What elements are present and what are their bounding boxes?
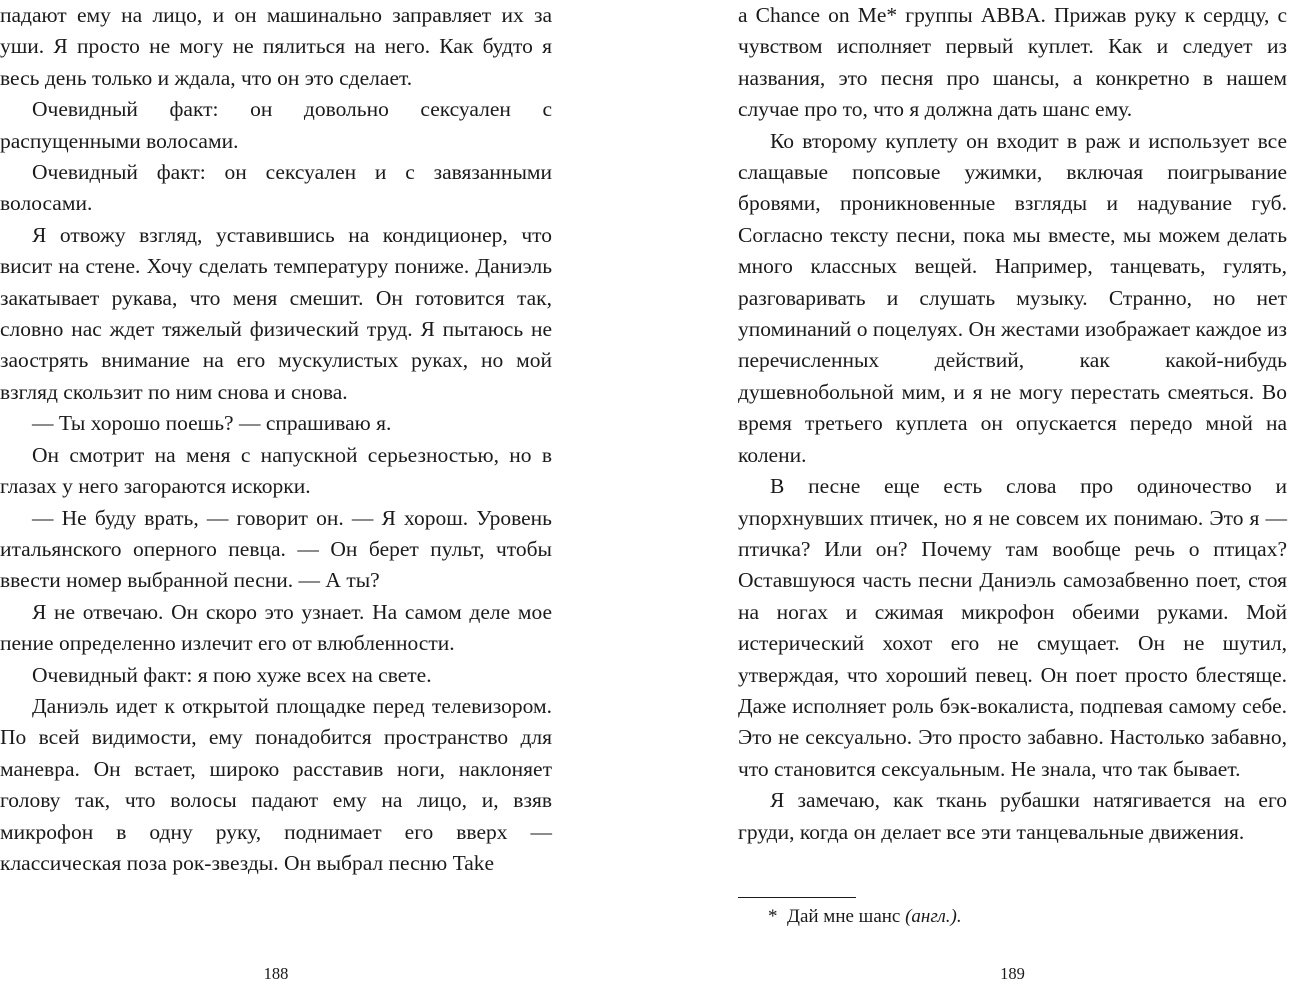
footnote [768, 904, 962, 930]
footnote-language-note: (англ.). [905, 906, 962, 927]
paragraph: — Не буду врать, — говорит он. — Я хорош. Уровень итальянского оперного певца. — Он берет пульт, чтобы ввести номер выбранной песни. — А ты? [0, 505, 552, 593]
footnote-marker: * [768, 906, 778, 927]
paragraph: Очевидный факт: я пою хуже всех на свете. [32, 662, 432, 687]
footnote-divider [738, 897, 856, 898]
paragraph: — Ты хорошо поешь? — спрашиваю я. [32, 411, 392, 436]
paragraph: Я отвожу взгляд, уставившись на кондиционер, что висит на стене. Хочу сделать температуру пониже. Даниэль закатывает рукава, что меня смешит. Он готовится так, словно нас ждет тяжелый физический труд. Я пытаюсь не заострять внимание на его мускулистых руках, но мой взгляд скользит по ним снова и снова. [0, 222, 552, 404]
paragraph: В песне еще есть слова про одиночество и упорхнувших птичек, но я не совсем их понимаю. Это я — птичка? Или он? Почему там вообще речь о птицах? Оставшуюся часть песни Даниэль самозабвенно поет, стоя на ногах и сжимая микрофон обеими руками. Мой истерический хохот его не смущает. Он не шутил, утверждая, что хороший певец. Он поет просто блестяще. Даже исполняет роль бэк-вокалиста, подпевая самому себе. Это не сексуально. Это просто забавно. Настолько забавно, что становится сексуальным. Не знала, что так бывает. [738, 474, 1287, 781]
paragraph: a Chance on Me* группы ABBA. Прижав руку к сердцу, с чувством исполняет первый куплет. Как и следует из названия, это песня про шансы, а конкретно в нашем случае про то, что я должна дать шанс ему. [738, 3, 1287, 122]
left-page [0, 0, 552, 983]
paragraph: Я замечаю, как ткань рубашки натягивается на его груди, когда он делает все эти танцевальные движения. [738, 788, 1287, 844]
paragraph: падают ему на лицо, и он машинально заправляет их за уши. Я просто не могу не пялиться на него. Как будто я весь день только и ждала, что он это сделает. [0, 3, 552, 90]
footnote-text: Дай мне шанс [787, 906, 901, 927]
paragraph: Очевидный факт: он сексуален и с завязанными волосами. [0, 160, 552, 216]
right-page [738, 0, 1287, 983]
page-number: 189 [1000, 964, 1025, 983]
paragraph: Он смотрит на меня с напускной серьезностью, но в глазах у него загораются искорки. [0, 442, 552, 499]
right-page-text [738, 0, 1287, 848]
paragraph: Ко второму куплету он входит в раж и использует все слащавые попсовые ужимки, включая поигрывание бровями, проникновенные взгляды и надувание губ. Согласно тексту песни, пока мы вместе, мы можем делать много классных вещей. Например, танцевать, гулять, разговаривать и слушать музыку. Странно, но нет упоминаний о поцелуях. Он жестами изображает каждое из перечисленных действий, как какой-нибудь душевнобольной мим, и я не могу перестать смеяться. Во время третьего куплета он опускается передо мной на колени. [738, 128, 1287, 467]
paragraph: Очевидный факт: он довольно сексуален с распущенными волосами. [0, 97, 552, 153]
left-page-text [0, 0, 552, 879]
paragraph: Я не отвечаю. Он скоро это узнает. На самом деле мое пение определенно излечит его от влюбленности. [0, 599, 552, 656]
paragraph: Даниэль идет к открытой площадке перед телевизором. По всей видимости, ему понадобится пространство для маневра. Он встает, широко расставив ноги, наклоняет голову так, что волосы падают ему на лицо, и, взяв микрофон в одну руку, поднимает его вверх — классическая поза рок-звезды. Он выбрал песню Take [0, 693, 552, 875]
page-number: 188 [263, 964, 289, 983]
